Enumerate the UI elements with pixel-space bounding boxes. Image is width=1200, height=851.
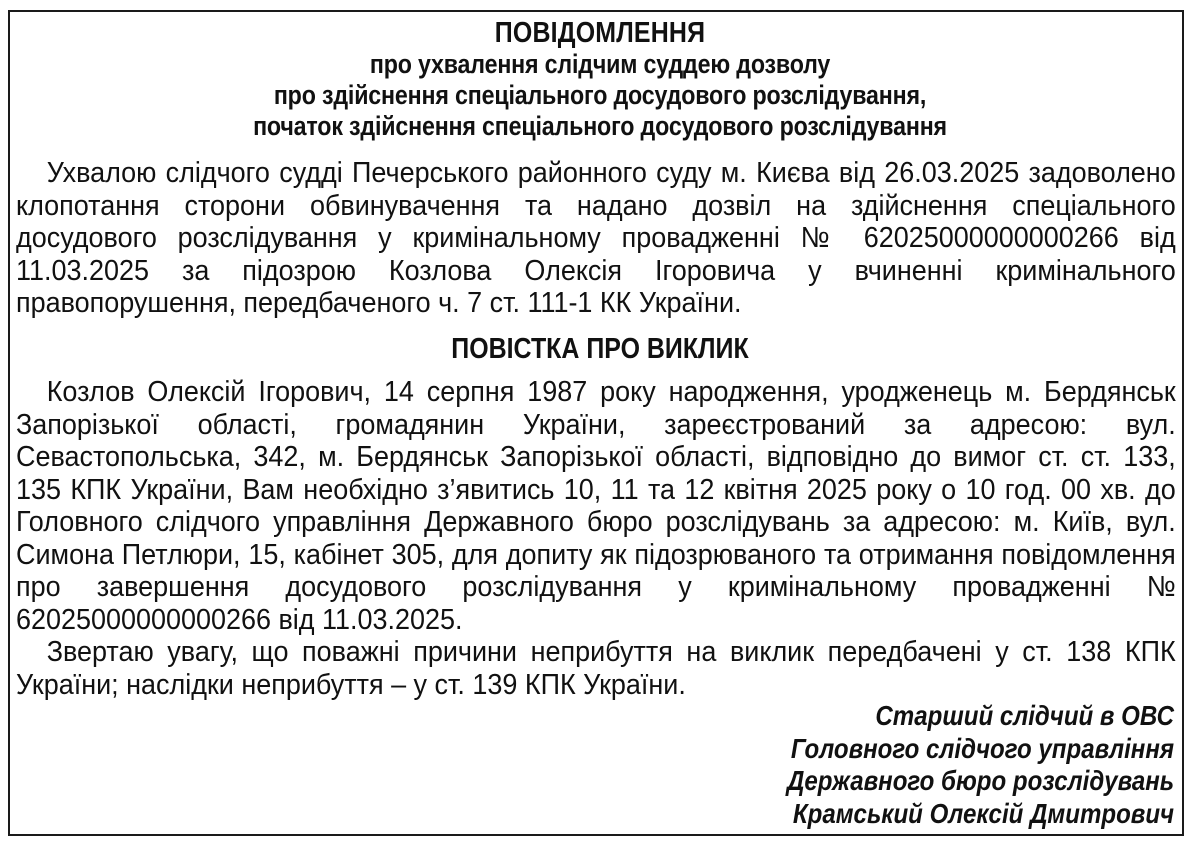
notice-subtitle-line-3: початок здійснення спеціального досудового розслідування (253, 111, 947, 141)
warning-paragraph: Звертаю увагу, що поважні причини неприбуття на виклик передбачені у ст. 138 КПК України; наслідки неприбуття – у ст. 139 КПК України. (16, 636, 1176, 701)
summons-paragraph: Козлов Олексій Ігорович, 14 серпня 1987 року народження, уродженець м. Бердянськ Запорізької області, громадянин України, зареєстрований за адресою: вул. Севастопольська, 342, м. Бердянськ Запорізької області, відповідно до вимог ст. ст. 133, 135 КПК України, Вам необхідно з’явитись 10, 11 та 12 квітня 2025 року о 10 год. 00 хв. до Головного слідчого управління Державного бюро розслідувань за адресою: м. Київ, вул. Симона Петлюри, 15, кабінет 305, для допиту як підозрюваного та отримання повідомлення про завершення досудового розслідування у кримінальному провадженні № 62025000000000266 від 11.03.2025. (16, 376, 1176, 636)
summons-title: ПОВІСТКА ПРО ВИКЛИК (451, 333, 749, 365)
notice-header (84, 18, 1116, 142)
notice-section (16, 157, 1176, 320)
notice-subtitle-line-1: про ухвалення слідчим суддею дозволу (369, 49, 831, 79)
notice-paragraph: Ухвалою слідчого судді Печерського районного суду м. Києва від 26.03.2025 задоволено клопотання сторони обвинувачення та надано дозвіл на здійснення спеціального досудового розслідування у кримінальному провадженні № 62025000000000266 від 11.03.2025 за підозрою Козлова Олексія Ігоровича у вчиненні кримінального правопорушення, передбаченого ч. 7 ст. 111-1 КК України. (16, 157, 1176, 319)
signature-position: Старший слідчий в ОВС (875, 700, 1174, 731)
signature-department: Головного слідчого управління (790, 732, 1174, 764)
summons-section (16, 376, 1176, 701)
notice-subtitle-line-2: про здійснення спеціального досудового розслідування, (273, 80, 927, 110)
signature-name: Крамський Олексій Дмитрович (792, 797, 1174, 829)
notice-title: ПОВІДОМЛЕННЯ (494, 17, 706, 49)
signature-block (787, 700, 1174, 830)
signature-agency: Державного бюро розслідувань (786, 765, 1174, 796)
